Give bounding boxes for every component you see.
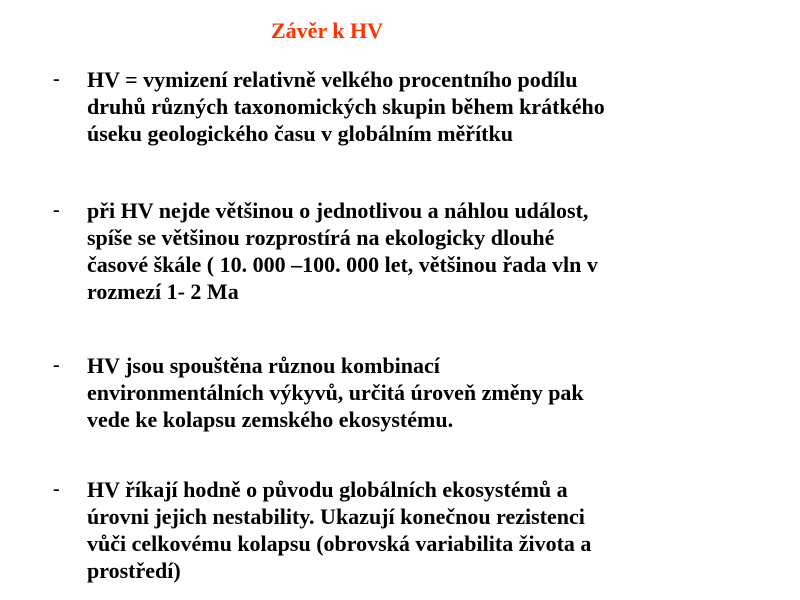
bullet-dash: - <box>53 354 60 376</box>
bullet-dash: - <box>53 68 60 90</box>
bullet-dash: - <box>53 199 60 221</box>
bullet-text: HV říkají hodně o původu globálních ekosystémů a úrovni jejich nestability. Ukazují konečnou rezistenci vůči celkovému kolapsu (obrovská variabilita života a prostředí) <box>87 477 592 583</box>
bullet-dash: - <box>53 478 60 500</box>
bullet-text: HV jsou spouštěna různou kombinací environmentálních výkyvů, určitá úroveň změny pak vede ke kolapsu zemského ekosystému. <box>87 353 584 432</box>
slide-title: Závěr k HV <box>271 18 384 43</box>
bullet-text: HV = vymizení relativně velkého procentního podílu druhů různých taxonomických skupin během krátkého úseku geologického času v globálním měřítku <box>87 67 605 146</box>
bullet-text: při HV nejde většinou o jednotlivou a náhlou událost, spíše se většinou rozprostírá na ekologicky dlouhé časové škále ( 10. 000 –100. 000 let, většinou řada vln v rozmezí 1- 2 Ma <box>87 198 598 304</box>
